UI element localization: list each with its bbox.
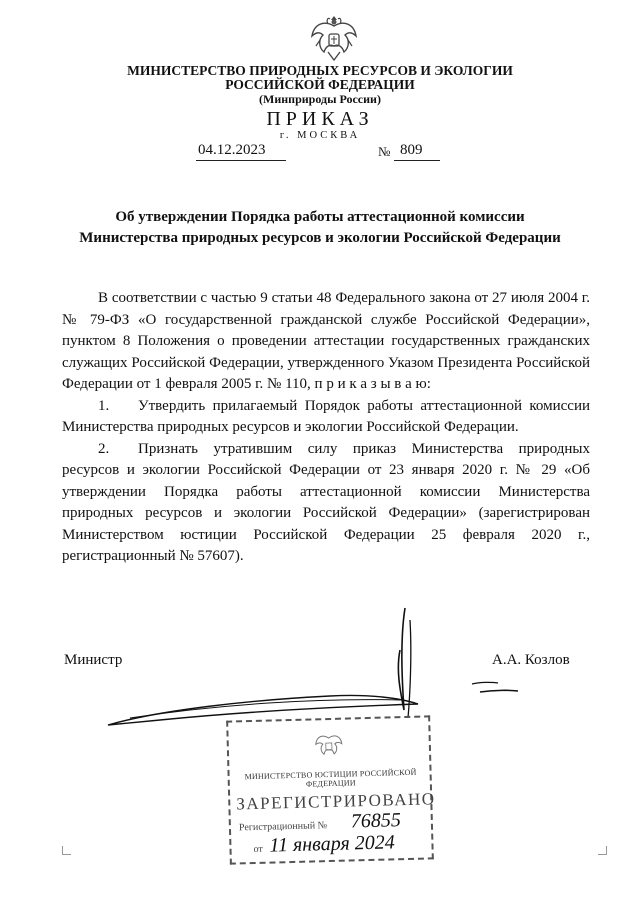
- preamble-paragraph: В соответствии с частью 9 статьи 48 Федерального закона от 27 июля 2004 г. № 79-ФЗ «О государственной гражданской службе Российской Федерации», пунктом 8 Положения о проведении аттестации государственных гражданских служащих Российской Федерации, утвержденного Указом Президента Российской Федерации от 1 февраля 2005 г. № 110, п р и к а з ы в а ю:: [62, 290, 590, 392]
- handwritten-signature: [100, 600, 520, 735]
- item-number-2: 2.: [98, 440, 110, 457]
- item-number-1: 1.: [98, 397, 110, 414]
- ministry-name-line2: РОССИЙСКОЙ ФЕДЕРАЦИИ: [225, 77, 415, 92]
- ministry-name: [0, 64, 640, 106]
- stamp-organization: МИНИСТЕРСТВО ЮСТИЦИИ РОССИЙСКОЙ ФЕДЕРАЦИИ: [244, 767, 417, 789]
- stamp-registration-number: 76855: [350, 809, 402, 833]
- ministry-name-line1: МИНИСТЕРСТВО ПРИРОДНЫХ РЕСУРСОВ И ЭКОЛОГИИ: [127, 63, 513, 78]
- order-date: 04.12.2023: [198, 142, 266, 158]
- stamp-date-prefix: от: [253, 843, 263, 856]
- item-paragraph-2: [62, 439, 590, 568]
- item-text-1: Утвердить прилагаемый Порядок работы аттестационной комиссии Министерства природных ресурсов и экологии Российской Федерации.: [62, 397, 590, 435]
- stamp-emblem-icon: [312, 730, 345, 763]
- order-number: 809: [400, 142, 423, 158]
- signer-name: А.А. Козлов: [492, 652, 570, 668]
- city: г. МОСКВА: [279, 130, 361, 141]
- document-type: ПРИКАЗ: [266, 108, 374, 130]
- document-body: [62, 288, 590, 568]
- ministry-short-name: (Минприроды России): [259, 92, 381, 106]
- stamp-registration-number-label: Регистрационный №: [238, 820, 328, 834]
- corner-mark-left: [62, 846, 71, 855]
- corner-mark-right: [598, 846, 607, 855]
- registration-stamp: [226, 715, 434, 864]
- stamp-registered-label: ЗАРЕГИСТРИРОВАНО: [236, 789, 436, 814]
- coat-of-arms-emblem: [306, 10, 362, 66]
- signer-position: Министр: [64, 652, 123, 668]
- stamp-registration-date: 11 января 2024: [269, 831, 395, 857]
- document-title-line2: Министерства природных ресурсов и экологии Российской Федерации: [79, 230, 561, 246]
- item-text-2: Признать утратившим силу приказ Министерства природных ресурсов и экологии Российской Федерации от 23 января 2020 г. № 29 «Об утверждении Порядка работы аттестационной комиссии Министерства природных ресурсов и экологии Российской Федерации» (зарегистрирован Министерством юстиции Российской Федерации 25 февраля 2020 г., регистрационный № 57607).: [62, 440, 590, 564]
- document-title-line1: Об утверждении Порядка работы аттестационной комиссии: [115, 209, 525, 225]
- number-underline: [394, 160, 440, 161]
- date-underline: [196, 160, 286, 161]
- item-paragraph-1: [62, 396, 590, 439]
- number-sign: №: [378, 144, 391, 159]
- document-title: [60, 207, 580, 249]
